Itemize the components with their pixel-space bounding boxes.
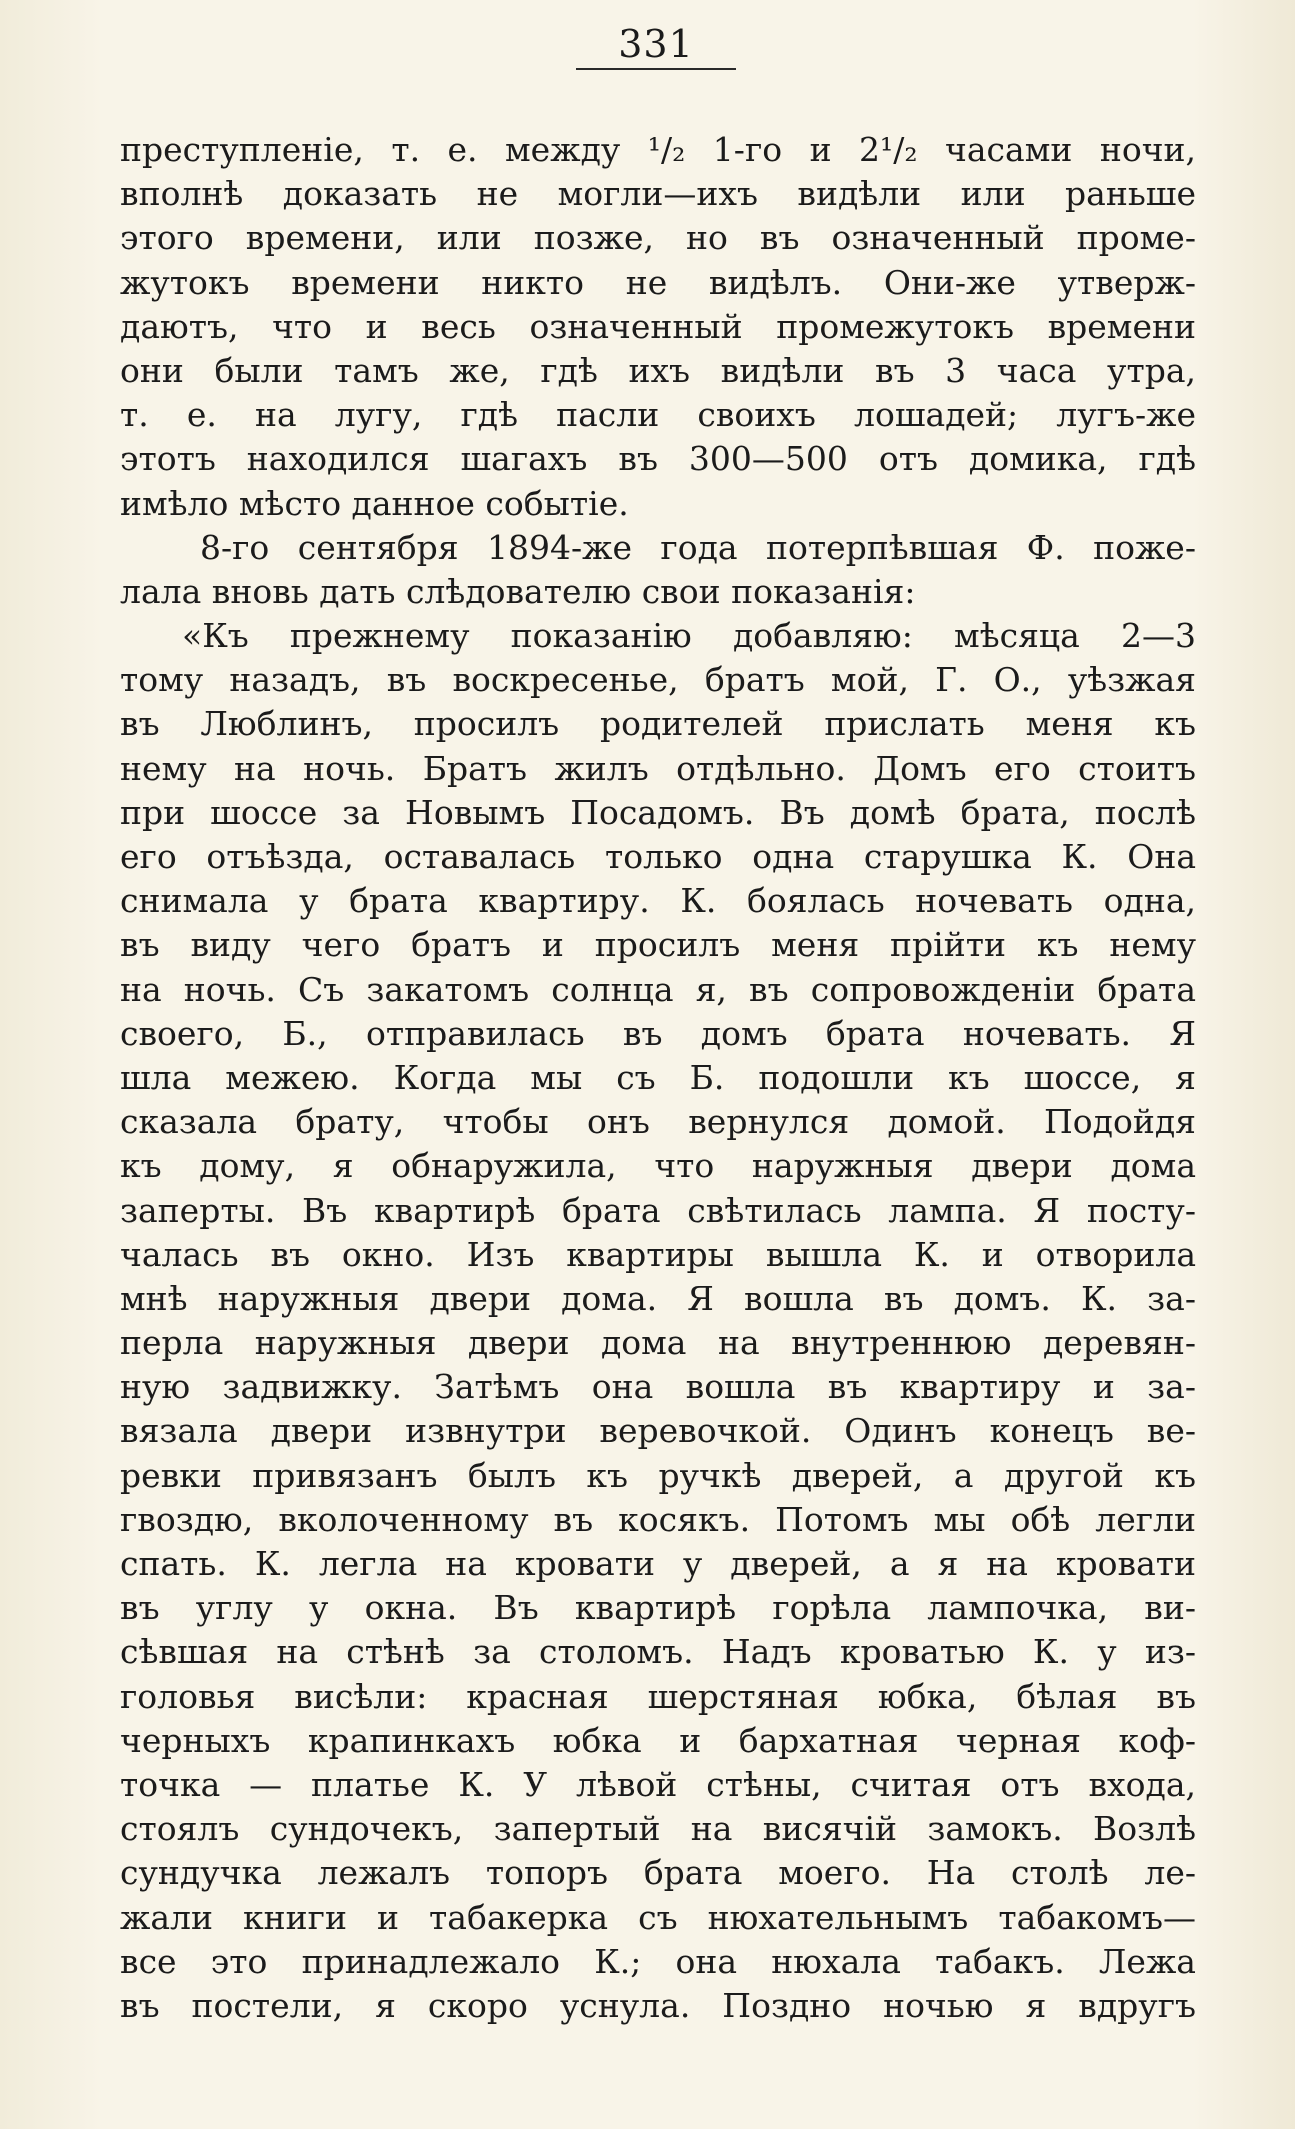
paragraph-start-line: «Къ прежнему показанію добавляю: мѣсяца 2—3 [182, 616, 1196, 656]
text-line: сказала брату, чтобы онъ вернулся домой. Подойдя [120, 1102, 1196, 1142]
text-line: на ночь. Съ закатомъ солнца я, въ сопровожденіи брата [120, 969, 1196, 1009]
text-line: этого времени, или позже, но въ означенный проме- [120, 218, 1196, 258]
page-number: 331 [618, 22, 694, 66]
text-line: преступленіе, т. е. между ¹/₂ 1-го и 2¹/₂ часами ночи, [120, 130, 1196, 169]
page-number-rule [576, 68, 736, 70]
text-line: своего, Б., отправилась въ домъ брата ночевать. Я [120, 1013, 1196, 1053]
text-line: черныхъ крапинкахъ юбка и бархатная черная коф- [120, 1720, 1196, 1760]
text-line: этотъ находился шагахъ въ 300—500 отъ домика, гдѣ [120, 439, 1196, 479]
text-line: къ дому, я обнаружила, что наружныя двери дома [120, 1146, 1196, 1186]
text-line: головья висѣли: красная шерстяная юбка, бѣлая въ [120, 1676, 1196, 1716]
text-line: заперты. Въ квартирѣ брата свѣтилась лампа. Я посту- [120, 1190, 1196, 1230]
text-line: спать. К. легла на кровати у дверей, а я на кровати [120, 1544, 1196, 1583]
text-line: даютъ, что и весь означенный промежутокъ времени [120, 306, 1196, 346]
text-line: чалась въ окно. Изъ квартиры вышла К. и отворила [120, 1234, 1196, 1274]
text-line: имѣло мѣсто данное событіе. [120, 483, 629, 523]
text-line: тому назадъ, въ воскресенье, братъ мой, Г. О., уѣзжая [120, 660, 1196, 700]
text-line: стоялъ сундочекъ, запертый на висячій замокъ. Возлѣ [120, 1809, 1196, 1849]
text-line: ную задвижку. Затѣмъ она вошла въ квартиру и за- [120, 1367, 1196, 1407]
text-line: въ постели, я скоро уснула. Поздно ночью я вдругъ [120, 1985, 1196, 2025]
text-line: вязала двери извнутри веревочкой. Одинъ конецъ ве- [120, 1411, 1196, 1451]
text-line: т. е. на лугу, гдѣ пасли своихъ лошадей; лугъ-же [120, 395, 1196, 435]
text-line: его отъѣзда, оставалась только одна старушка К. Она [120, 837, 1196, 876]
text-line: жутокъ времени никто не видѣлъ. Они-же утверж- [120, 262, 1196, 302]
text-line: жали книги и табакерка съ нюхательнымъ табакомъ— [120, 1897, 1196, 1937]
text-line: все это принадлежало К.; она нюхала табакъ. Лежа [120, 1941, 1196, 1981]
text-line: нему на ночь. Братъ жилъ отдѣльно. Домъ его стоитъ [120, 748, 1196, 788]
text-line: шла межею. Когда мы съ Б. подошли къ шоссе, я [120, 1057, 1196, 1097]
text-line: при шоссе за Новымъ Посадомъ. Въ домѣ брата, послѣ [120, 792, 1196, 832]
text-line: сѣвшая на стѣнѣ за столомъ. Надъ кроватью К. у из- [120, 1632, 1196, 1672]
body-text [120, 128, 1196, 2028]
text-line: въ виду чего братъ и просилъ меня прійти къ нему [120, 925, 1196, 965]
text-line: перла наружныя двери дома на внутреннюю деревян- [120, 1323, 1196, 1363]
text-line: въ углу у окна. Въ квартирѣ горѣла лампочка, ви- [120, 1588, 1196, 1628]
text-line: въ Люблинъ, просилъ родителей прислать меня къ [120, 704, 1196, 744]
text-line: гвоздю, вколоченному въ косякъ. Потомъ мы обѣ легли [120, 1499, 1196, 1539]
text-line: ревки привязанъ былъ къ ручкѣ дверей, а другой къ [120, 1455, 1196, 1495]
text-line: сундучка лежалъ топоръ брата моего. На столѣ ле- [120, 1853, 1196, 1893]
text-line: мнѣ наружныя двери дома. Я вошла въ домъ. К. за- [120, 1278, 1196, 1318]
text-line: они были тамъ же, гдѣ ихъ видѣли въ 3 часа утра, [120, 350, 1196, 390]
paragraph-start-line: 8-го сентября 1894-же года потерпѣвшая Ф. поже- [200, 527, 1196, 567]
text-line: снимала у брата квартиру. К. боялась ночевать одна, [120, 881, 1196, 921]
text-line: лала вновь дать слѣдователю свои показанія: [120, 571, 916, 611]
page-header [576, 24, 736, 70]
text-line: вполнѣ доказать не могли—ихъ видѣли или раньше [120, 174, 1196, 214]
text-line: точка — платье К. У лѣвой стѣны, считая отъ входа, [120, 1764, 1196, 1804]
